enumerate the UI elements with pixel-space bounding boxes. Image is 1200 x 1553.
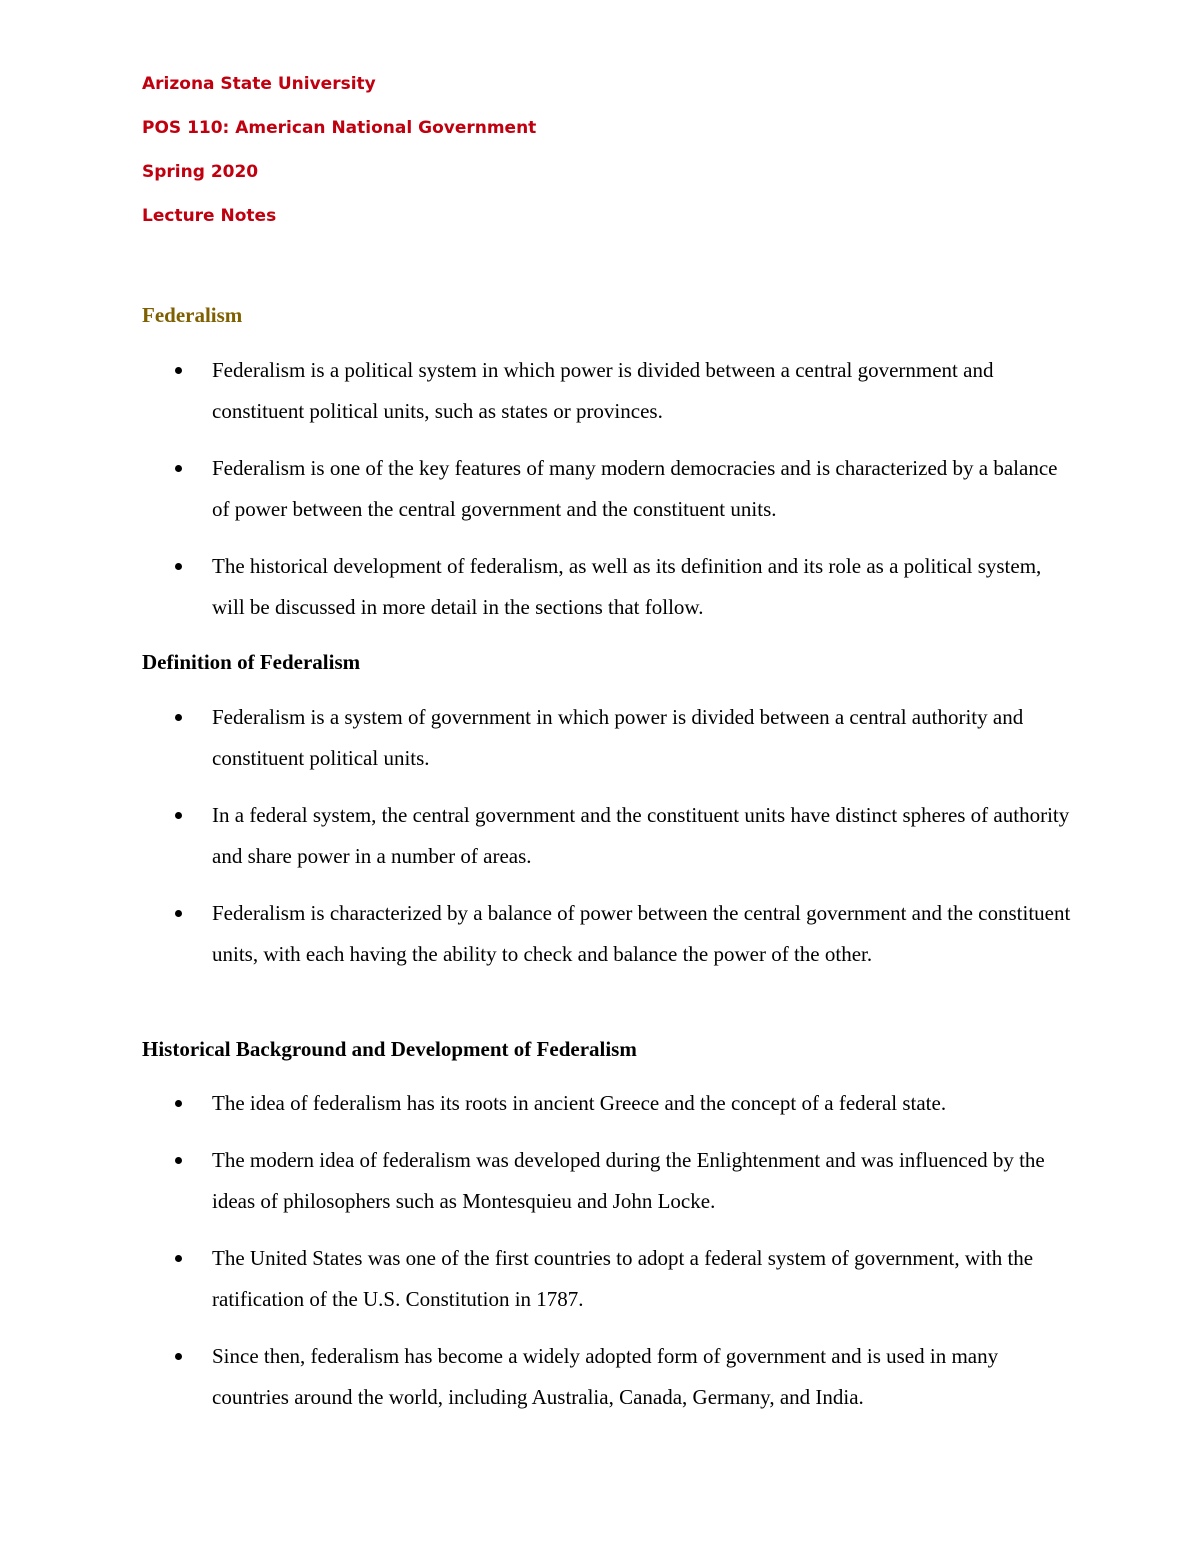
list-item <box>142 1083 1072 1124</box>
list-item-text: Federalism is a system of government in which power is divided between a central authority and constituent political units. <box>212 705 1024 770</box>
history-bullet-list <box>142 1083 1072 1434</box>
list-item <box>142 1238 1072 1320</box>
list-item-text: Federalism is a political system in which power is divided between a central government and constituent political units, such as states or provinces. <box>212 358 994 423</box>
list-item <box>142 697 1072 779</box>
bullet-icon <box>175 465 182 472</box>
section-title-definition: Definition of Federalism <box>142 650 361 674</box>
list-item <box>142 795 1072 877</box>
bullet-icon <box>175 812 182 819</box>
list-item-text: Federalism is one of the key features of many modern democracies and is characterized by a balance of power between the central government and the constituent units. <box>212 456 1058 521</box>
bullet-icon <box>175 563 182 570</box>
bullet-icon <box>175 714 182 721</box>
list-item <box>142 1140 1072 1222</box>
bullet-icon <box>175 1353 182 1360</box>
list-item <box>142 1336 1072 1418</box>
list-item <box>142 893 1072 975</box>
list-item-text: In a federal system, the central government and the constituent units have distinct spheres of authority and share power in a number of areas. <box>212 803 1070 868</box>
bullet-icon <box>175 910 182 917</box>
list-item-text: The historical development of federalism, as well as its definition and its role as a political system, will be discussed in more detail in the sections that follow. <box>212 554 1042 619</box>
bullet-icon <box>175 1255 182 1262</box>
list-item-text: The modern idea of federalism was developed during the Enlightenment and was influenced by the ideas of philosophers such as Montesquieu and John Locke. <box>212 1148 1045 1213</box>
definition-bullet-list <box>142 697 1072 991</box>
bullet-icon <box>175 1157 182 1164</box>
federalism-bullet-list <box>142 350 1072 644</box>
list-item-text: Since then, federalism has become a widely adopted form of government and is used in many countries around the world, including Australia, Canada, Germany, and India. <box>212 1344 999 1409</box>
section-title-federalism: Federalism <box>142 303 243 327</box>
university-name: Arizona State University <box>142 74 376 94</box>
list-item-text: Federalism is characterized by a balance of power between the central government and the constituent units, with each having the ability to check and balance the power of the other. <box>212 901 1071 966</box>
document-type: Lecture Notes <box>142 206 277 226</box>
list-item-text: The United States was one of the first countries to adopt a federal system of government, with the ratification of the U.S. Constitution in 1787. <box>212 1246 1034 1311</box>
list-item <box>142 546 1072 628</box>
list-item <box>142 448 1072 530</box>
course-title: POS 110: American National Government <box>142 118 537 138</box>
bullet-icon <box>175 367 182 374</box>
list-item-text: The idea of federalism has its roots in ancient Greece and the concept of a federal state. <box>212 1091 947 1115</box>
list-item <box>142 350 1072 432</box>
section-title-historical-background: Historical Background and Development of Federalism <box>142 1037 637 1061</box>
term: Spring 2020 <box>142 162 259 182</box>
bullet-icon <box>175 1100 182 1107</box>
